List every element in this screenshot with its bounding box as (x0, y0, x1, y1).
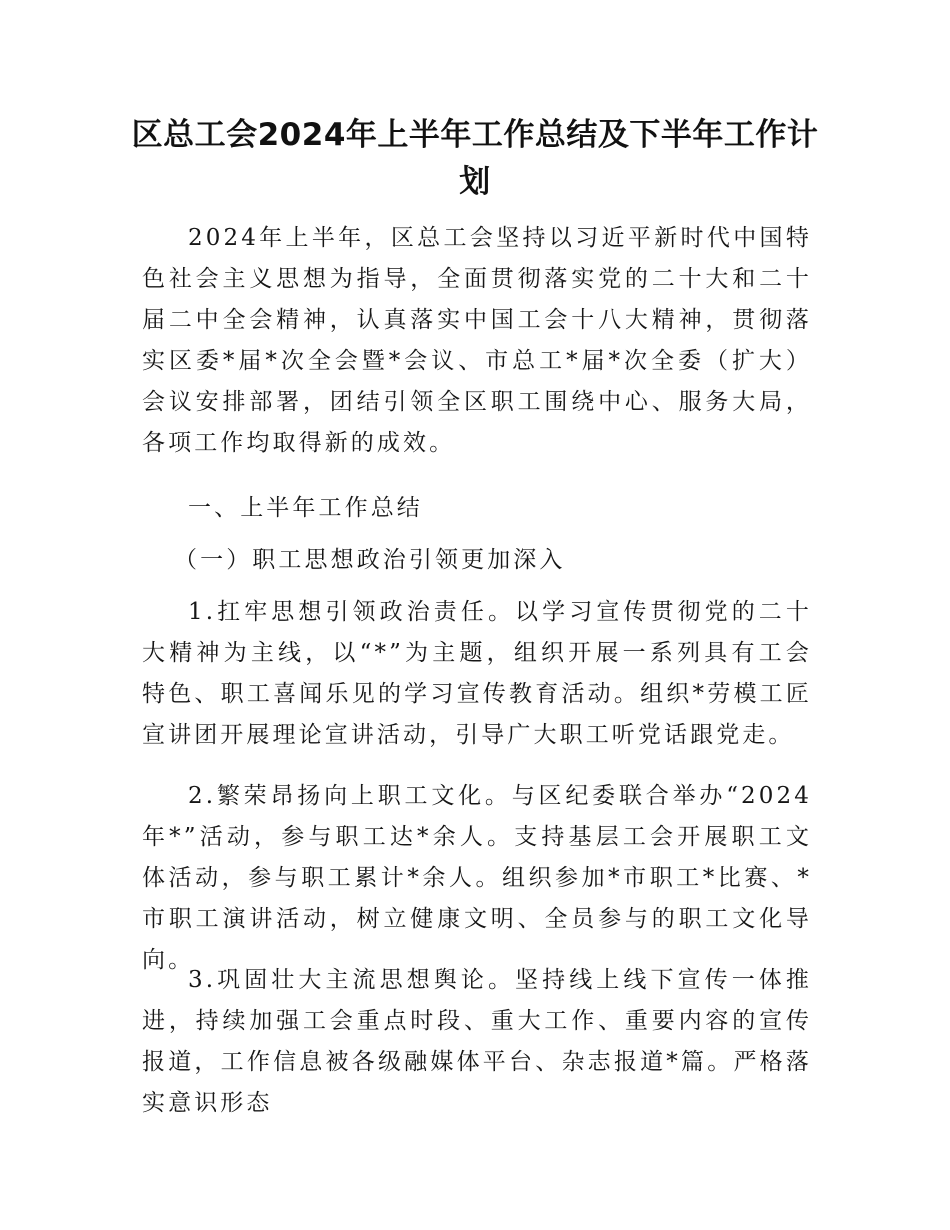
section-heading: 一、上半年工作总结 (188, 495, 423, 521)
intro-paragraph: 2024年上半年，区总工会坚持以习近平新时代中国特色社会主义思想为指导，全面贯彻落实党的二十大和二十届二中全会精神，认真落实中国工会十八大精神，贯彻落实区委*届*次全会暨*会议、市总工*届*次全委（扩大）会议安排部署，团结引领全区职工围绕中心、服务大局，各项工作均取得新的成效。 (142, 225, 812, 456)
subsection-heading: （一）职工思想政治引领更加深入 (174, 547, 566, 573)
document-title: 区总工会2024年上半年工作总结及下半年工作计划 (131, 117, 819, 200)
item-paragraph-1: 1.扛牢思想引领政治责任。以学习宣传贯彻党的二十大精神为主线，以“*”为主题，组织开展一系列具有工会特色、职工喜闻乐见的学习宣传教育活动。组织*劳模工匠宣讲团开展理论宣讲活动，引导广大职工听党话跟党走。 (142, 599, 812, 748)
item-paragraph-3: 3.巩固壮大主流思想舆论。坚持线上线下宣传一体推进，持续加强工会重点时段、重大工作、重要内容的宣传报道，工作信息被各级融媒体平台、杂志报道*篇。严格落实意识形态 (142, 967, 812, 1116)
item-paragraph-2: 2.繁荣昂扬向上职工文化。与区纪委联合举办“2024年*”活动，参与职工达*余人。支持基层工会开展职工文体活动，参与职工累计*余人。组织参加*市职工*比赛、*市职工演讲活动，树立健康文明、全员参与的职工文化导向。 (142, 783, 812, 973)
